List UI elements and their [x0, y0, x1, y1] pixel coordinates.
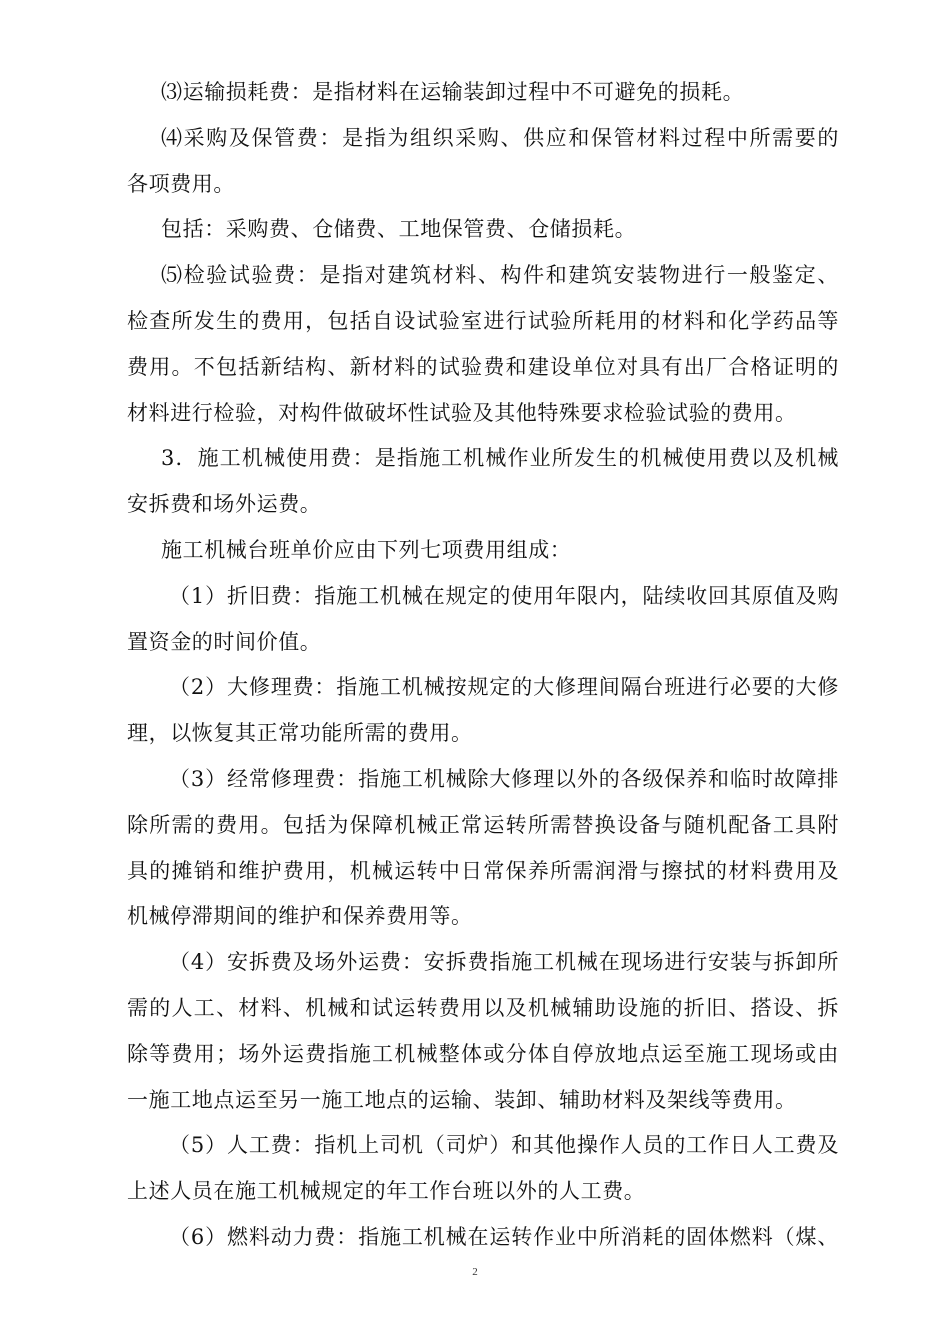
- text-line: 机械停滞期间的维护和保养费用等。: [127, 904, 473, 929]
- text-line: 上述人员在施工机械规定的年工作台班以外的人工费。: [127, 1179, 646, 1204]
- text-line: 3．施工机械使用费：是指施工机械作业所发生的机械使用费以及机械: [161, 446, 839, 471]
- text-line: （1）折旧费：指施工机械在规定的使用年限内，陆续收回其原值及购: [169, 583, 839, 608]
- text-line: （3）经常修理费：指施工机械除大修理以外的各级保养和临时故障排: [169, 766, 839, 791]
- text-line: （2）大修理费：指施工机械按规定的大修理间隔台班进行必要的大修: [169, 675, 839, 700]
- text-line: ⑸检验试验费：是指对建筑材料、构件和建筑安装物进行一般鉴定、: [161, 263, 839, 288]
- text-line: 置资金的时间价值。: [127, 629, 322, 654]
- text-line: 施工机械台班单价应由下列七项费用组成：: [161, 537, 572, 562]
- text-line: 安拆费和场外运费。: [127, 492, 322, 517]
- text-line: 具的摊销和维护费用，机械运转中日常保养所需润滑与擦拭的材料费用及: [127, 858, 839, 883]
- text-line: 需的人工、材料、机械和试运转费用以及机械辅助设施的折旧、搭设、拆: [127, 995, 839, 1020]
- text-line: ⑶运输损耗费：是指材料在运输装卸过程中不可避免的损耗。: [161, 80, 745, 104]
- text-line: 理，以恢复其正常功能所需的费用。: [127, 721, 473, 746]
- text-line: 费用。不包括新结构、新材料的试验费和建设单位对具有出厂合格证明的: [127, 354, 839, 379]
- text-line: 除等费用；场外运费指施工机械整体或分体自停放地点运至施工现场或由: [127, 1041, 839, 1066]
- text-line: 检查所发生的费用，包括自设试验室进行试验所耗用的材料和化学药品等: [127, 308, 839, 333]
- text-line: 各项费用。: [127, 171, 235, 196]
- text-line: （6）燃料动力费：指施工机械在运转作业中所消耗的固体燃料（煤、: [169, 1224, 839, 1249]
- text-line: 包括：采购费、仓储费、工地保管费、仓储损耗。: [161, 217, 637, 242]
- text-line: （5）人工费：指机上司机（司炉）和其他操作人员的工作日人工费及: [169, 1133, 839, 1158]
- text-line: 除所需的费用。包括为保障机械正常运转所需替换设备与随机配备工具附: [127, 812, 839, 837]
- page-number: 2: [472, 1266, 478, 1278]
- text-line: ⑷采购及保管费：是指为组织采购、供应和保管材料过程中所需要的: [161, 125, 839, 150]
- text-line: （4）安拆费及场外运费：安拆费指施工机械在现场进行安装与拆卸所: [169, 950, 839, 975]
- text-line: 一施工地点运至另一施工地点的运输、装卸、辅助材料及架线等费用。: [127, 1087, 797, 1112]
- text-line: 材料进行检验，对构件做破坏性试验及其他特殊要求检验试验的费用。: [127, 400, 797, 425]
- document-body: [127, 70, 839, 1261]
